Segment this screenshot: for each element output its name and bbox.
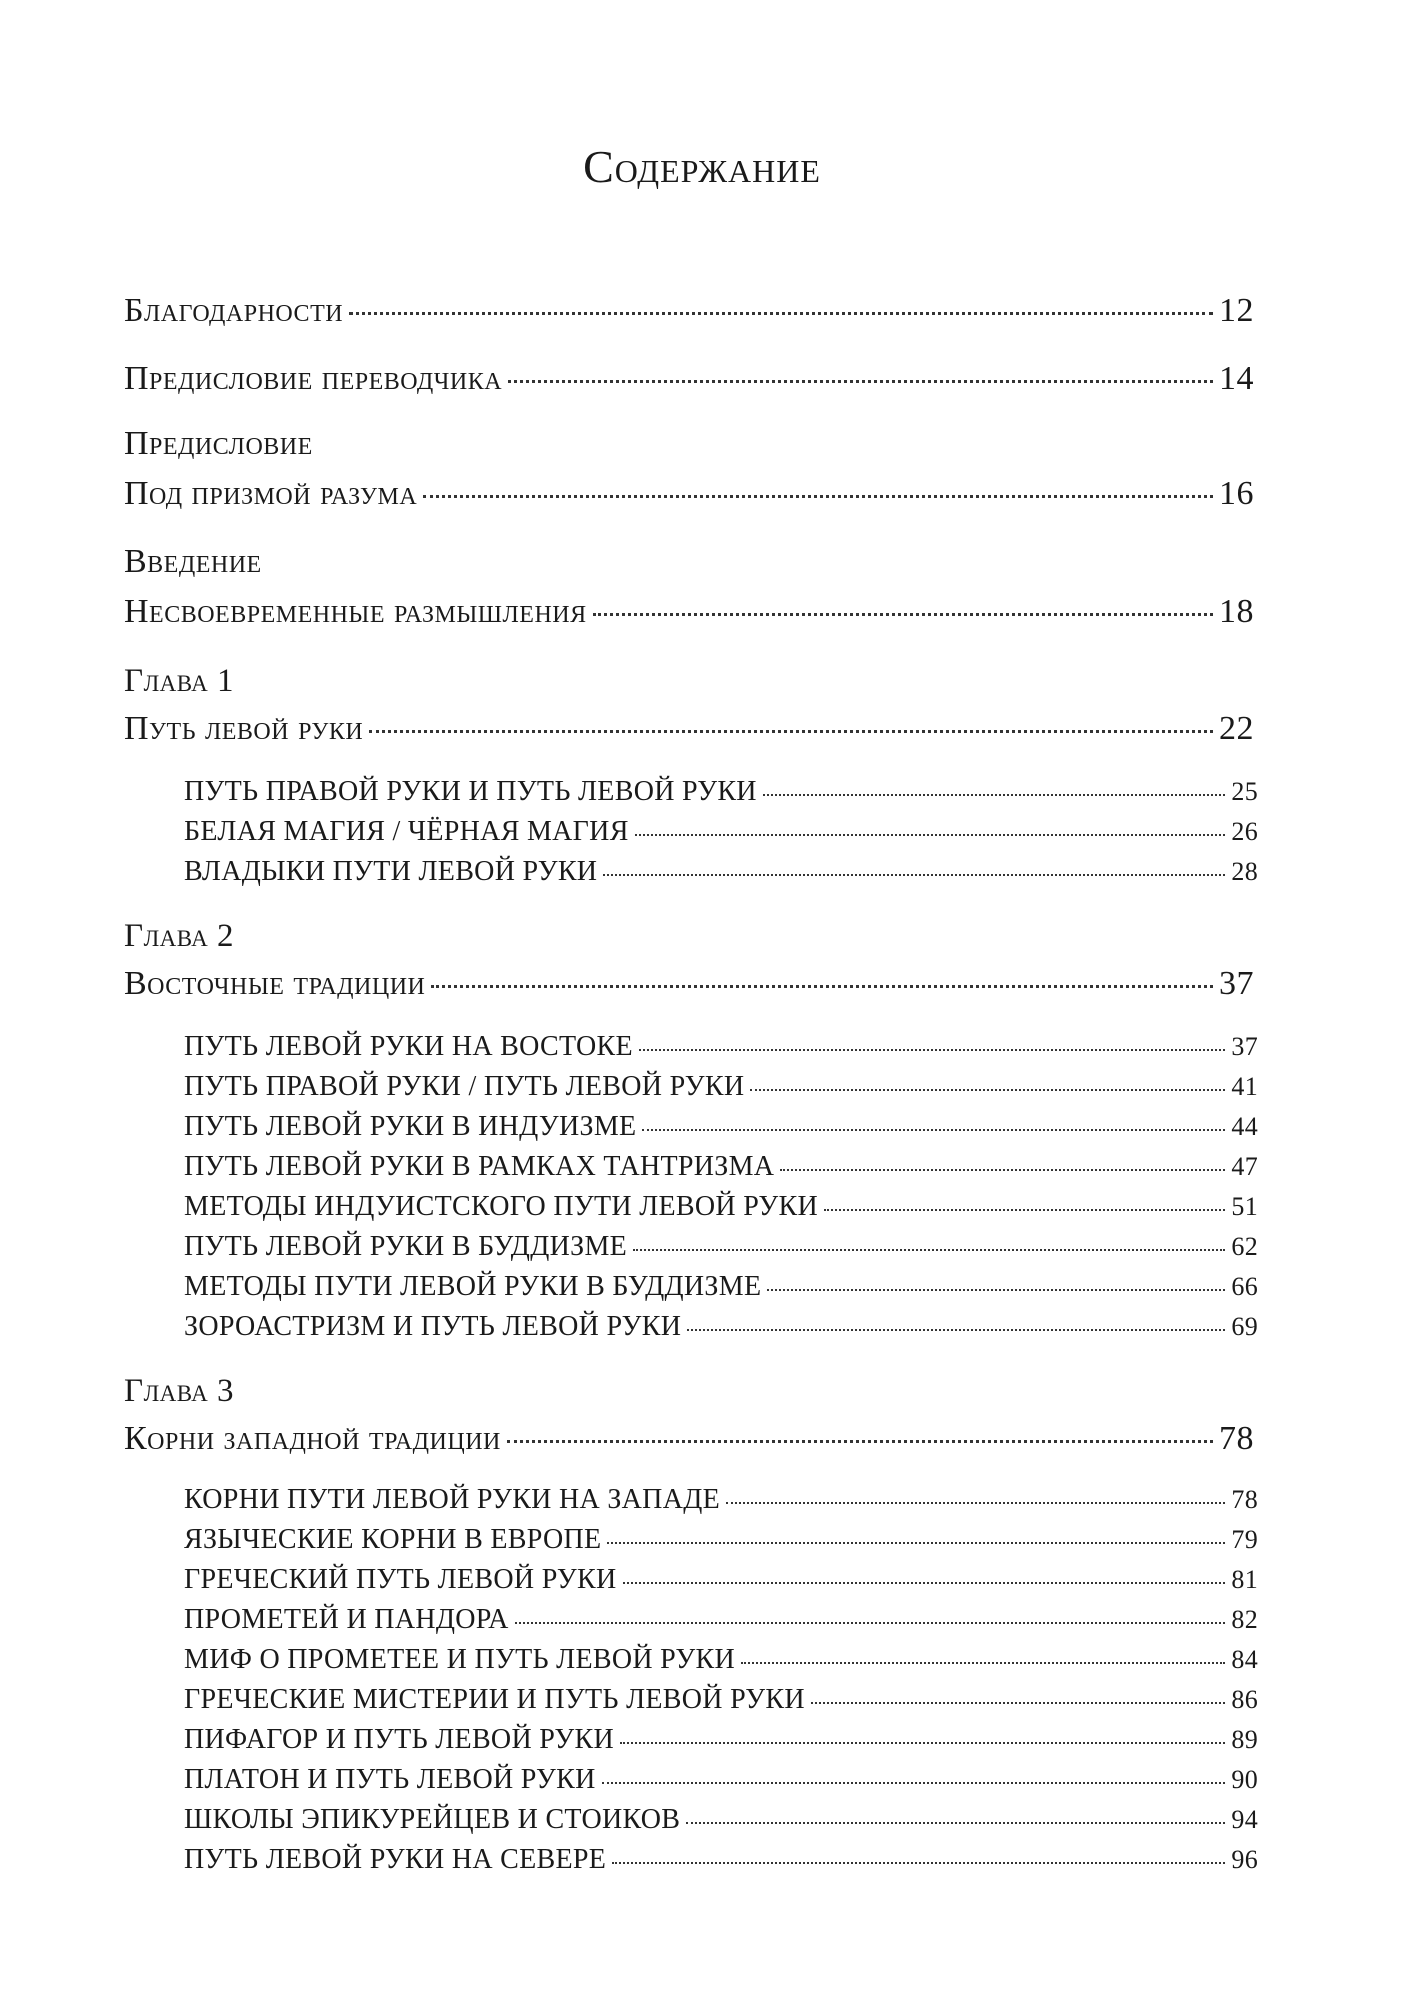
entry-label: Предисловие переводчика <box>124 360 503 397</box>
entry-label: Восточные традиции <box>124 965 426 1002</box>
subentry-label: ПУТЬ ЛЕВОЙ РУКИ В ИНДУИЗМЕ <box>184 1111 637 1142</box>
dot-leader <box>811 1702 1225 1704</box>
page-number: 41 <box>1231 1072 1258 1101</box>
toc-subentry[interactable] <box>184 1764 1258 1796</box>
entry-label: Путь левой руки <box>124 710 364 747</box>
toc-subentry[interactable] <box>184 1804 1258 1836</box>
toc-subentry[interactable] <box>184 1564 1258 1596</box>
toc-entry-chapter-1[interactable] <box>124 710 1254 748</box>
subentry-label: ВЛАДЫКИ ПУТИ ЛЕВОЙ РУКИ <box>184 856 598 887</box>
page-number: 44 <box>1231 1112 1258 1141</box>
page-number: 28 <box>1231 857 1258 886</box>
toc-subentry[interactable] <box>184 1231 1258 1263</box>
dot-leader <box>623 1582 1226 1584</box>
dot-leader <box>431 985 1213 988</box>
dot-leader <box>508 380 1213 383</box>
page-number: 84 <box>1231 1645 1258 1674</box>
dot-leader <box>369 730 1213 733</box>
page-number: 16 <box>1219 475 1254 512</box>
page-number: 26 <box>1231 817 1258 846</box>
subentry-label: ПУТЬ ЛЕВОЙ РУКИ В БУДДИЗМЕ <box>184 1231 628 1262</box>
toc-entry-chapter-2[interactable] <box>124 965 1254 1003</box>
subentry-label: ПУТЬ ЛЕВОЙ РУКИ В РАМКАХ ТАНТРИЗМА <box>184 1151 775 1182</box>
subentry-label: ПИФАГОР И ПУТЬ ЛЕВОЙ РУКИ <box>184 1724 615 1755</box>
toc-subentry[interactable] <box>184 1071 1258 1103</box>
chapter-2-heading: Глава 2 <box>124 918 235 954</box>
toc-subentry[interactable] <box>184 1311 1258 1343</box>
subentry-label: ГРЕЧЕСКИЙ ПУТЬ ЛЕВОЙ РУКИ <box>184 1564 617 1595</box>
page-number: 69 <box>1231 1312 1258 1341</box>
page-number: 25 <box>1231 777 1258 806</box>
dot-leader <box>515 1622 1226 1624</box>
dot-leader <box>767 1289 1225 1291</box>
dot-leader <box>603 874 1225 876</box>
foreword-heading: Предисловие <box>124 425 313 462</box>
toc-entry-intro[interactable] <box>124 593 1254 631</box>
intro-heading: Введение <box>124 543 262 580</box>
subentry-label: ЗОРОАСТРИЗМ И ПУТЬ ЛЕВОЙ РУКИ <box>184 1311 682 1342</box>
subentry-label: ПУТЬ ПРАВОЙ РУКИ И ПУТЬ ЛЕВОЙ РУКИ <box>184 776 757 807</box>
page-number: 14 <box>1219 360 1254 397</box>
subentry-label: МЕТОДЫ ИНДУИСТСКОГО ПУТИ ЛЕВОЙ РУКИ <box>184 1191 819 1222</box>
entry-label: Несвоевременные размышления <box>124 593 587 630</box>
toc-entry-chapter-3[interactable] <box>124 1420 1254 1458</box>
toc-subentry[interactable] <box>184 1604 1258 1636</box>
entry-label: Под призмой разума <box>124 475 418 512</box>
chapter-3-heading: Глава 3 <box>124 1373 235 1409</box>
toc-subentry[interactable] <box>184 1484 1258 1516</box>
toc-entry-translator-preface[interactable] <box>124 360 1254 398</box>
toc-entry-acknowledgements[interactable] <box>124 292 1254 330</box>
dot-leader <box>750 1089 1225 1091</box>
subentry-label: ПУТЬ ПРАВОЙ РУКИ / ПУТЬ ЛЕВОЙ РУКИ <box>184 1071 745 1102</box>
page-number: 82 <box>1231 1605 1258 1634</box>
toc-subentry[interactable] <box>184 1644 1258 1676</box>
toc-subentry[interactable] <box>184 856 1258 888</box>
subentry-label: ПРОМЕТЕЙ И ПАНДОРА <box>184 1604 509 1635</box>
toc-subentry[interactable] <box>184 1524 1258 1556</box>
dot-leader <box>687 1329 1225 1331</box>
entry-label: Благодарности <box>124 292 344 329</box>
dot-leader <box>602 1782 1226 1784</box>
dot-leader <box>620 1742 1225 1744</box>
toc-subentry[interactable] <box>184 776 1258 808</box>
toc-entry-foreword[interactable] <box>124 475 1254 513</box>
page-number: 62 <box>1231 1232 1258 1261</box>
page-number: 18 <box>1219 593 1254 630</box>
page-number: 94 <box>1231 1805 1258 1834</box>
page-number: 47 <box>1231 1152 1258 1181</box>
dot-leader <box>639 1049 1225 1051</box>
dot-leader <box>612 1862 1225 1864</box>
dot-leader <box>607 1542 1225 1544</box>
toc-subentry[interactable] <box>184 816 1258 848</box>
chapter-1-heading: Глава 1 <box>124 663 235 699</box>
subentry-label: ПЛАТОН И ПУТЬ ЛЕВОЙ РУКИ <box>184 1764 596 1795</box>
subentry-label: ПУТЬ ЛЕВОЙ РУКИ НА СЕВЕРЕ <box>184 1844 607 1875</box>
page-number: 37 <box>1231 1032 1258 1061</box>
subentry-label: БЕЛАЯ МАГИЯ / ЧЁРНАЯ МАГИЯ <box>184 816 629 847</box>
page-number: 37 <box>1219 965 1254 1002</box>
dot-leader <box>633 1249 1225 1251</box>
toc-subentry[interactable] <box>184 1844 1258 1876</box>
toc-subentry[interactable] <box>184 1191 1258 1223</box>
page-number: 86 <box>1231 1685 1258 1714</box>
dot-leader <box>726 1502 1225 1504</box>
page-title: Содержание <box>583 141 821 192</box>
page-number: 79 <box>1231 1525 1258 1554</box>
subentry-label: МИФ О ПРОМЕТЕЕ И ПУТЬ ЛЕВОЙ РУКИ <box>184 1644 735 1675</box>
dot-leader <box>741 1662 1225 1664</box>
entry-label: Корни западной традиции <box>124 1420 501 1457</box>
page-number: 78 <box>1219 1420 1254 1457</box>
toc-subentry[interactable] <box>184 1684 1258 1716</box>
page-number: 89 <box>1231 1725 1258 1754</box>
page-number: 51 <box>1231 1192 1258 1221</box>
page-number: 66 <box>1231 1272 1258 1301</box>
dot-leader <box>686 1822 1225 1824</box>
page-number: 81 <box>1231 1565 1258 1594</box>
dot-leader <box>763 794 1226 796</box>
toc-subentry[interactable] <box>184 1724 1258 1756</box>
page-number: 90 <box>1231 1765 1258 1794</box>
page-number: 22 <box>1219 710 1254 747</box>
dot-leader <box>780 1169 1225 1171</box>
subentry-label: ЯЗЫЧЕСКИЕ КОРНИ В ЕВРОПЕ <box>184 1524 602 1555</box>
dot-leader <box>349 312 1213 315</box>
page-number: 78 <box>1231 1485 1258 1514</box>
subentry-label: ПУТЬ ЛЕВОЙ РУКИ НА ВОСТОКЕ <box>184 1031 633 1062</box>
dot-leader <box>635 834 1226 836</box>
toc-subentry[interactable] <box>184 1151 1258 1183</box>
page-number: 96 <box>1231 1845 1258 1874</box>
dot-leader <box>507 1440 1213 1443</box>
toc-subentry[interactable] <box>184 1111 1258 1143</box>
subentry-label: ШКОЛЫ ЭПИКУРЕЙЦЕВ И СТОИКОВ <box>184 1804 681 1835</box>
dot-leader <box>593 613 1213 616</box>
toc-subentry[interactable] <box>184 1031 1258 1063</box>
dot-leader <box>824 1209 1225 1211</box>
page-number: 12 <box>1219 292 1254 329</box>
toc-subentry[interactable] <box>184 1271 1258 1303</box>
dot-leader <box>423 495 1213 498</box>
dot-leader <box>642 1129 1225 1131</box>
subentry-label: ГРЕЧЕСКИЕ МИСТЕРИИ И ПУТЬ ЛЕВОЙ РУКИ <box>184 1684 805 1715</box>
subentry-label: КОРНИ ПУТИ ЛЕВОЙ РУКИ НА ЗАПАДЕ <box>184 1484 721 1515</box>
subentry-label: МЕТОДЫ ПУТИ ЛЕВОЙ РУКИ В БУДДИЗМЕ <box>184 1271 762 1302</box>
